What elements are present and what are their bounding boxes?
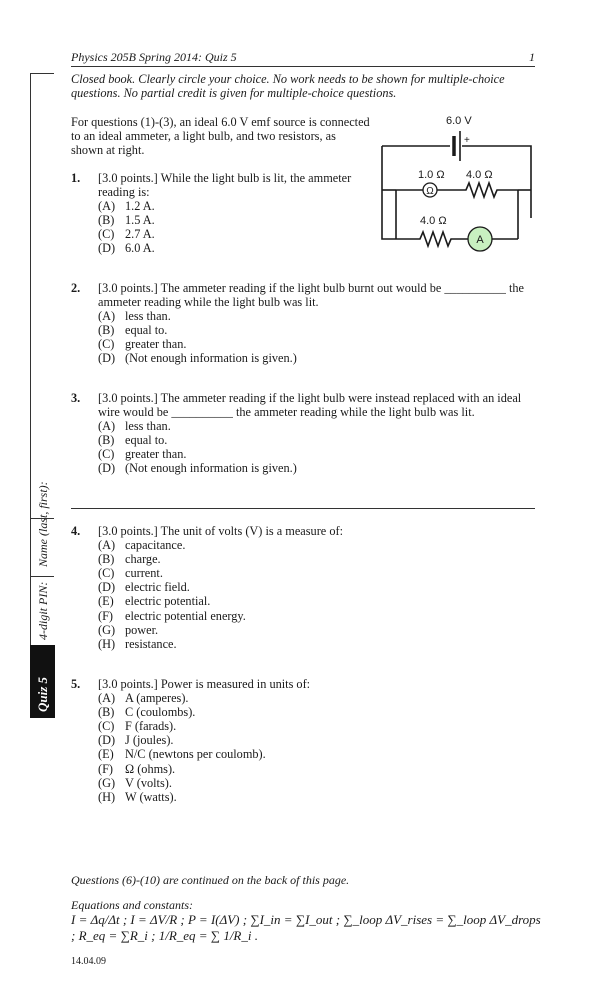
option-b[interactable] bbox=[98, 552, 536, 566]
page-number: 1 bbox=[529, 50, 535, 64]
option-b[interactable] bbox=[98, 705, 536, 719]
option-letter: (H) bbox=[98, 789, 116, 804]
sidebar-quiz-label: Quiz 5 bbox=[35, 676, 50, 712]
option-text: A (amperes). bbox=[125, 691, 189, 706]
option-list bbox=[71, 538, 536, 651]
option-letter: (B) bbox=[98, 213, 115, 228]
option-text: 2.7 A. bbox=[125, 227, 155, 242]
battery-plus-sign: + bbox=[464, 135, 470, 146]
option-letter: (A) bbox=[98, 538, 116, 553]
option-text: 1.5 A. bbox=[125, 213, 155, 228]
option-letter: (G) bbox=[98, 775, 116, 790]
option-text: (Not enough information is given.) bbox=[125, 351, 297, 366]
option-text: resistance. bbox=[125, 636, 177, 651]
option-d[interactable] bbox=[98, 351, 536, 365]
option-d[interactable] bbox=[98, 461, 536, 475]
option-text: C (coulombs). bbox=[125, 705, 196, 720]
question-number: 2. bbox=[71, 281, 81, 295]
option-letter: (D) bbox=[98, 351, 116, 366]
option-text: less than. bbox=[125, 309, 171, 324]
header-rule bbox=[71, 66, 535, 67]
option-text: current. bbox=[125, 566, 163, 581]
question-number: 4. bbox=[71, 524, 81, 538]
option-text: 6.0 A. bbox=[125, 241, 155, 256]
option-letter: (F) bbox=[98, 761, 114, 776]
bulb-symbol: Ω bbox=[426, 186, 434, 197]
bulb-resistance-label: 1.0 Ω bbox=[418, 169, 445, 181]
option-b[interactable] bbox=[98, 213, 361, 227]
sidebar-name-label: Name (last, first): bbox=[36, 481, 50, 567]
option-text: (Not enough information is given.) bbox=[125, 461, 297, 476]
option-text: electric potential. bbox=[125, 594, 211, 609]
top-resistor-label: 4.0 Ω bbox=[466, 169, 493, 181]
option-a[interactable] bbox=[98, 309, 536, 323]
option-list bbox=[71, 199, 361, 255]
question-stem: [3.0 points.] The unit of volts (V) is a measure of: bbox=[98, 524, 343, 538]
option-text: equal to. bbox=[125, 433, 168, 448]
option-text: J (joules). bbox=[125, 733, 174, 748]
option-letter: (D) bbox=[98, 461, 116, 476]
option-letter: (C) bbox=[98, 719, 115, 734]
option-d[interactable] bbox=[98, 241, 361, 255]
option-letter: (B) bbox=[98, 323, 115, 338]
ammeter-symbol: A bbox=[476, 234, 484, 246]
question-setup: For questions (1)-(3), an ideal 6.0 V emf source is connected to an ideal ammeter, a light bulb, and two resistors, as shown at right. bbox=[71, 115, 370, 158]
question-stem: [3.0 points.] Power is measured in units of: bbox=[98, 677, 311, 691]
bottom-resistor-label: 4.0 Ω bbox=[420, 215, 447, 227]
option-text: W (watts). bbox=[125, 789, 177, 804]
option-text: charge. bbox=[125, 552, 161, 567]
option-a[interactable] bbox=[98, 538, 536, 552]
question-2 bbox=[71, 281, 536, 366]
option-d[interactable] bbox=[98, 733, 536, 747]
option-b[interactable] bbox=[98, 433, 536, 447]
option-c[interactable] bbox=[98, 447, 536, 461]
option-letter: (A) bbox=[98, 309, 116, 324]
option-text: equal to. bbox=[125, 323, 168, 338]
option-h[interactable] bbox=[98, 637, 536, 651]
question-5 bbox=[71, 677, 536, 804]
question-3 bbox=[71, 391, 536, 476]
option-e[interactable] bbox=[98, 747, 536, 761]
option-text: electric field. bbox=[125, 580, 190, 595]
option-text: greater than. bbox=[125, 337, 187, 352]
question-stem: [3.0 points.] The ammeter reading if the light bulb were instead replaced with an ideal wire would be __________ the ammeter reading while the light bulb was lit. bbox=[98, 391, 522, 420]
instructions: Closed book. Clearly circle your choice. No work needs to be shown for multiple-choice questions. No partial credit is given for multiple-choice questions. bbox=[71, 72, 505, 101]
option-list bbox=[71, 419, 536, 475]
option-text: 1.2 A. bbox=[125, 199, 155, 214]
option-text: V (volts). bbox=[125, 775, 172, 790]
question-4 bbox=[71, 524, 536, 651]
option-letter: (D) bbox=[98, 733, 116, 748]
option-d[interactable] bbox=[98, 580, 536, 594]
option-letter: (B) bbox=[98, 552, 115, 567]
question-stem: [3.0 points.] While the light bulb is lit, the ammeter reading is: bbox=[98, 171, 352, 200]
option-b[interactable] bbox=[98, 323, 536, 337]
option-letter: (E) bbox=[98, 747, 114, 762]
option-f[interactable] bbox=[98, 762, 536, 776]
option-f[interactable] bbox=[98, 609, 536, 623]
option-e[interactable] bbox=[98, 594, 536, 608]
question-number: 1. bbox=[71, 171, 81, 185]
section-divider bbox=[71, 508, 535, 509]
circuit-diagram bbox=[376, 112, 536, 257]
sidebar-separator bbox=[30, 518, 54, 519]
option-text: Ω (ohms). bbox=[125, 761, 176, 776]
quiz-header-title: Physics 205B Spring 2014: Quiz 5 bbox=[71, 50, 237, 64]
option-letter: (B) bbox=[98, 433, 115, 448]
option-letter: (C) bbox=[98, 566, 115, 581]
option-letter: (C) bbox=[98, 337, 115, 352]
option-letter: (C) bbox=[98, 447, 115, 462]
question-number: 3. bbox=[71, 391, 81, 405]
option-letter: (A) bbox=[98, 419, 116, 434]
option-list bbox=[71, 309, 536, 365]
option-a[interactable] bbox=[98, 691, 536, 705]
option-letter: (B) bbox=[98, 705, 115, 720]
emf-label: 6.0 V bbox=[446, 115, 472, 127]
option-text: capacitance. bbox=[125, 538, 186, 553]
option-text: power. bbox=[125, 622, 159, 637]
option-text: electric potential energy. bbox=[125, 608, 246, 623]
option-letter: (A) bbox=[98, 691, 116, 706]
option-text: F (farads). bbox=[125, 719, 177, 734]
document-code: 14.04.09 bbox=[71, 956, 106, 967]
question-1 bbox=[71, 171, 361, 256]
option-h[interactable] bbox=[98, 790, 536, 804]
option-g[interactable] bbox=[98, 776, 536, 790]
option-letter: (D) bbox=[98, 241, 116, 256]
option-list bbox=[71, 691, 536, 804]
question-stem: [3.0 points.] The ammeter reading if the light bulb burnt out would be __________ the ammeter reading while the light bulb was lit. bbox=[98, 281, 524, 310]
option-a[interactable] bbox=[98, 419, 536, 433]
equations-title: Equations and constants: bbox=[71, 898, 193, 912]
option-letter: (D) bbox=[98, 580, 116, 595]
option-c[interactable] bbox=[98, 566, 536, 580]
option-c[interactable] bbox=[98, 719, 536, 733]
option-letter: (F) bbox=[98, 608, 114, 623]
continued-note: Questions (6)-(10) are continued on the back of this page. bbox=[71, 873, 350, 887]
sidebar-separator bbox=[30, 576, 54, 577]
option-g[interactable] bbox=[98, 623, 536, 637]
question-number: 5. bbox=[71, 677, 81, 691]
option-letter: (C) bbox=[98, 227, 115, 242]
option-text: less than. bbox=[125, 419, 171, 434]
option-letter: (A) bbox=[98, 199, 116, 214]
option-text: N/C (newtons per coulomb). bbox=[125, 747, 266, 762]
option-c[interactable] bbox=[98, 227, 361, 241]
option-letter: (G) bbox=[98, 622, 116, 637]
option-letter: (H) bbox=[98, 636, 116, 651]
option-letter: (E) bbox=[98, 594, 114, 609]
sidebar-pin-label: 4-digit PIN: bbox=[36, 581, 50, 640]
equations-line: I = Δq/Δt ; I = ΔV/R ; P = I(ΔV) ; ∑I_in = ∑I_out ; ∑_loop ΔV_rises = ∑_loop ΔV_drops ; R_eq = ∑R_i ; 1/R_eq = ∑ 1/R_i . bbox=[71, 912, 541, 943]
option-c[interactable] bbox=[98, 337, 536, 351]
option-text: greater than. bbox=[125, 447, 187, 462]
option-a[interactable] bbox=[98, 199, 361, 213]
